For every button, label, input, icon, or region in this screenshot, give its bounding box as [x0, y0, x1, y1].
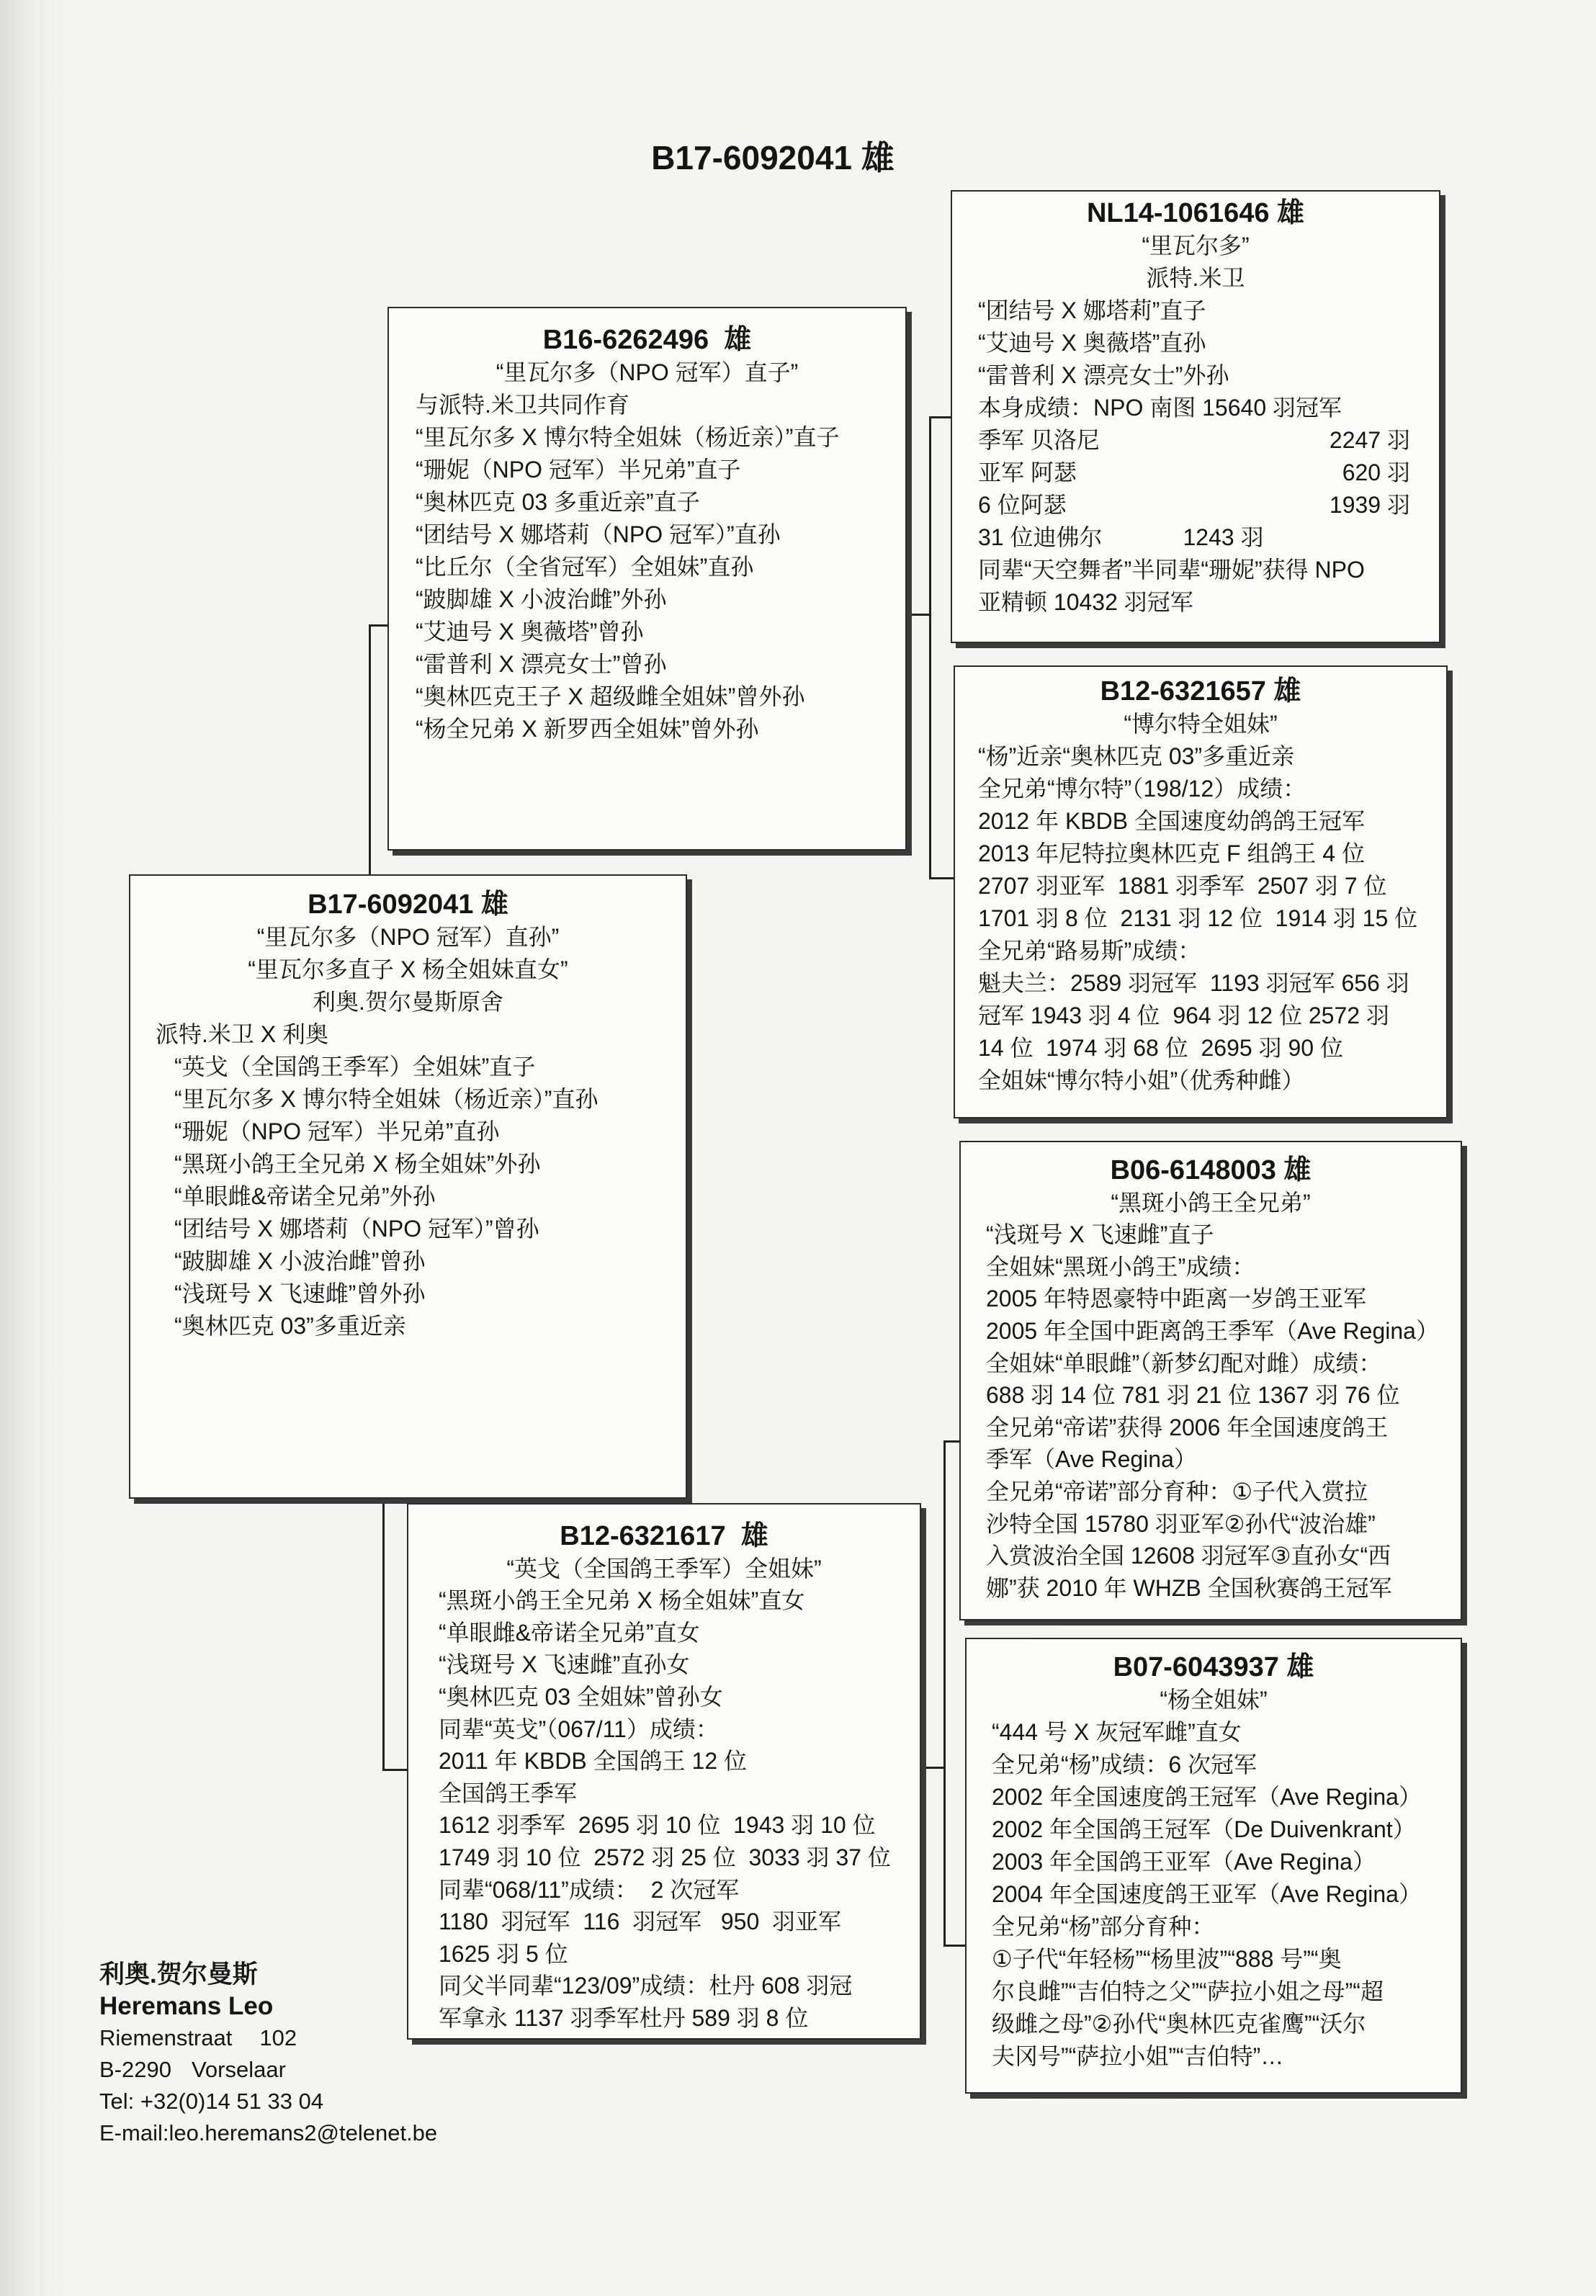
pedigree-line: 沙特全国 15780 羽亚军②孙代“波治雄” [986, 1510, 1376, 1537]
pedigree-line: “奥林匹克 03 全姐妹”曾孙女 [439, 1683, 723, 1710]
pedigree-subtitle: “里瓦尔多（NPO 冠军）直孙” [256, 924, 560, 950]
pedigree-line: 全姐妹“单眼雌”（新梦幻配对雌）成绩： [986, 1350, 1382, 1376]
result-label: 31 位迪佛尔 [978, 524, 1103, 550]
pedigree-subtitle: “黑斑小鸽王全兄弟” [1111, 1189, 1311, 1216]
pedigree-line: 2002 年全国速度鸽王冠军（Ave Regina） [992, 1784, 1422, 1810]
result-value: 620 羽 [1342, 459, 1410, 485]
connector-line [929, 877, 955, 879]
pedigree-line: “跛脚雄 X 小波治雌”曾孙 [174, 1248, 426, 1274]
pedigree-line: “团结号 X 娜塔莉（NPO 冠军）”曾孙 [174, 1216, 539, 1242]
pedigree-line: 1749 羽 10 位 2572 羽 25 位 3033 羽 37 位 [439, 1844, 891, 1870]
pedigree-line: 1625 羽 5 位 [439, 1940, 568, 1967]
pedigree-line: “浅斑号 X 飞速雌”直孙女 [439, 1651, 690, 1678]
pedigree-line: 全兄弟“博尔特”（198/12）成绩： [978, 776, 1306, 802]
pedigree-line: 军拿永 1137 羽季军杜丹 589 羽 8 位 [439, 2004, 809, 2031]
connector-line [907, 614, 931, 616]
pedigree-subtitle: 利奥.贺尔曼斯原舍 [313, 989, 503, 1015]
pedigree-line: “珊妮（NPO 冠军）半兄弟”直孙 [174, 1118, 500, 1144]
pedigree-line: 同辈“天空舞者”半同辈“珊妮”获得 NPO [978, 557, 1365, 583]
pedigree-line: “珊妮（NPO 冠军）半兄弟”直子 [416, 457, 741, 483]
result-row [952, 521, 1439, 554]
pedigree-line: “单眼雌&帝诺全兄弟”直女 [439, 1619, 700, 1646]
result-value: 1939 羽 [1329, 492, 1410, 518]
pedigree-line: 1701 羽 8 位 2131 羽 12 位 1914 羽 15 位 [978, 905, 1418, 931]
connector-line [929, 416, 931, 879]
connector-line [921, 1767, 945, 1769]
pedigree-line: “奥林匹克 03”多重近亲 [174, 1313, 406, 1339]
result-value: 1243 羽 [1183, 524, 1264, 550]
pedigree-line: 娜”获 2010 年 WHZB 全国秋赛鸽王冠军 [986, 1574, 1392, 1601]
connector-line [943, 1440, 961, 1443]
result-label: 亚军 阿瑟 [978, 459, 1077, 485]
pedigree-subtitle: “杨全姐妹” [1160, 1687, 1268, 1713]
ring-number: B06-6148003 雄 [1110, 1155, 1312, 1185]
pedigree-line: 全兄弟“帝诺”获得 2006 年全国速度鸽王 [986, 1414, 1389, 1440]
pedigree-line: 全兄弟“帝诺”部分育种：①子代入赏拉 [986, 1478, 1368, 1504]
pedigree-line: “里瓦尔多 X 博尔特全姐妹（杨近亲）”直孙 [174, 1086, 598, 1112]
pedigree-line: 2003 年全国鸽王亚军（Ave Regina） [992, 1849, 1376, 1875]
ring-number: B07-6043937 雄 [1113, 1652, 1314, 1682]
sire-sire-card [951, 190, 1440, 643]
pedigree-line: 2005 年特恩豪特中距离一岁鸽王亚军 [986, 1286, 1367, 1312]
pedigree-subtitle: “博尔特全姐妹” [1124, 711, 1278, 737]
postcode: B-2290 [99, 2057, 171, 2082]
pedigree-line: 2012 年 KBDB 全国速度幼鸽鸽王冠军 [978, 808, 1366, 834]
dam-card [407, 1503, 921, 2040]
pedigree-line: 同辈“068/11”成绩： 2 次冠军 [439, 1876, 740, 1903]
pedigree-line: 1180 羽冠军 116 羽冠军 950 羽亚军 [439, 1909, 842, 1935]
house-number: 102 [259, 2025, 297, 2050]
pedigree-line: 本身成绩：NPO 南图 15640 羽冠军 [978, 395, 1342, 421]
address-street [99, 2022, 437, 2054]
pedigree-line: 级雌之母”②孙代“奥林匹克雀鹰”“沃尔 [992, 2011, 1366, 2037]
pedigree-line: “跛脚雄 X 小波治雌”外孙 [416, 586, 667, 612]
pedigree-line: 全姐妹“博尔特小姐”（优秀种雌） [978, 1067, 1305, 1093]
pedigree-line: “雷普利 X 漂亮女士”外孙 [978, 362, 1229, 388]
connector-line [369, 624, 371, 876]
breeder-name-chinese: 利奥.贺尔曼斯 [99, 1960, 258, 1988]
address-city [99, 2054, 437, 2086]
ring-number: NL14-1061646 雄 [1086, 198, 1305, 228]
pedigree-line: “艾迪号 X 奥薇塔”曾孙 [416, 619, 644, 645]
dam-sire-card [959, 1141, 1462, 1620]
result-row [952, 457, 1439, 489]
pedigree-line: 季军（Ave Regina） [986, 1446, 1197, 1473]
connector-line [929, 416, 952, 418]
pedigree-line: 同父半同辈“123/09”成绩：杜丹 608 羽冠 [439, 1973, 853, 1999]
pedigree-subtitle: “英戈（全国鸽王季军）全姐妹” [506, 1555, 822, 1582]
pedigree-line: “444 号 X 灰冠军雌”直女 [992, 1719, 1242, 1745]
pedigree-line: 1612 羽季军 2695 羽 10 位 1943 羽 10 位 [439, 1812, 876, 1839]
pedigree-line: 14 位 1974 羽 68 位 2695 羽 90 位 [978, 1035, 1343, 1061]
pedigree-line: “英戈（全国鸽王季军）全姐妹”直子 [174, 1054, 536, 1080]
pedigree-line: 魁夫兰：2589 羽冠军 1193 羽冠军 656 羽 [978, 970, 1409, 996]
pedigree-line: 2005 年全国中距离鸽王季军（Ave Regina） [986, 1317, 1439, 1344]
ring-number: B12-6321657 雄 [1100, 676, 1301, 707]
pedigree-line: “浅斑号 X 飞速雌”直子 [986, 1221, 1214, 1248]
connector-line [382, 1769, 408, 1771]
pedigree-line: 全姐妹“黑斑小鸽王”成绩： [986, 1253, 1255, 1280]
pedigree-line: “浅斑号 X 飞速雌”曾外孙 [174, 1281, 426, 1306]
pedigree-line: 688 羽 14 位 781 羽 21 位 1367 羽 76 位 [986, 1382, 1400, 1409]
result-row [952, 424, 1439, 457]
result-label: 6 位阿瑟 [978, 492, 1067, 518]
telephone: Tel: +32(0)14 51 33 04 [99, 2089, 324, 2114]
pedigree-line: 冠军 1943 羽 4 位 964 羽 12 位 2572 羽 [978, 1003, 1389, 1028]
sire-dam-card [954, 665, 1448, 1118]
pedigree-line: “比丘尔（全省冠军）全姐妹”直孙 [416, 554, 754, 580]
connector-line [382, 1499, 385, 1771]
pedigree-line: 2002 年全国鸽王冠军（De Duivenkrant） [992, 1816, 1416, 1842]
ring-number: B16-6262496 雄 [542, 325, 752, 355]
pedigree-line: 尔良雌”“吉伯特之父”“萨拉小姐之母”“超 [992, 1978, 1384, 2004]
street-name: Riemenstraat [99, 2025, 233, 2050]
dam-dam-card [965, 1638, 1462, 2094]
subject-card [129, 874, 687, 1499]
pedigree-line: ①子代“年轻杨”“杨里波”“888 号”“奥 [992, 1946, 1342, 1972]
ring-number: B12-6321617 雄 [560, 1521, 768, 1551]
pedigree-subtitle: 派特.米卫 [1146, 265, 1245, 291]
pedigree-line: 全兄弟“杨”部分育种： [992, 1914, 1215, 1940]
pedigree-line: “奥林匹克王子 X 超级雌全姐妹”曾外孙 [416, 683, 805, 709]
pedigree-line: 派特.米卫 X 利奥 [156, 1021, 329, 1047]
email: E-mail:leo.heremans2@telenet.be [99, 2120, 438, 2145]
pedigree-line: 亚精顿 10432 羽冠军 [978, 589, 1193, 615]
breeder-contact [99, 1959, 437, 2149]
pedigree-line: “里瓦尔多 X 博尔特全姐妹（杨近亲）”直子 [416, 424, 840, 450]
connector-line [943, 1440, 946, 1947]
pedigree-subtitle: “里瓦尔多直子 X 杨全姐妹直女” [248, 956, 568, 982]
pedigree-line: “奥林匹克 03 多重近亲”直子 [416, 489, 700, 515]
pedigree-line: “杨”近亲“奥林匹克 03”多重近亲 [978, 743, 1295, 769]
pedigree-line: 夫冈号”“萨拉小姐”“吉伯特”… [992, 2043, 1284, 2069]
pedigree-line: “团结号 X 娜塔莉”直子 [978, 297, 1206, 323]
ring-number: B17-6092041 雄 [308, 889, 508, 920]
pedigree-line: 全国鸽王季军 [439, 1780, 578, 1806]
breeder-name: Heremans Leo [99, 1992, 274, 2020]
pedigree-line: “艾迪号 X 奥薇塔”直孙 [978, 330, 1206, 356]
city: Vorselaar [191, 2057, 286, 2082]
pedigree-line: “黑斑小鸽王全兄弟 X 杨全姐妹”直女 [439, 1587, 805, 1614]
pedigree-line: “雷普利 X 漂亮女士”曾孙 [416, 651, 667, 677]
result-row [952, 489, 1439, 521]
pedigree-line: 与派特.米卫共同作育 [416, 392, 629, 418]
pedigree-line: 全兄弟“路易斯”成绩： [978, 938, 1201, 964]
pedigree-line: 全兄弟“杨”成绩：6 次冠军 [992, 1752, 1257, 1777]
pedigree-line: 2707 羽亚军 1881 羽季军 2507 羽 7 位 [978, 873, 1387, 899]
pedigree-line: “团结号 X 娜塔莉（NPO 冠军）”直孙 [416, 521, 781, 547]
pedigree-subtitle: “里瓦尔多” [1142, 233, 1250, 259]
result-value: 2247 羽 [1329, 427, 1410, 453]
page-title: B17-6092041 雄 [651, 139, 895, 176]
pedigree-line: “黑斑小鸽王全兄弟 X 杨全姐妹”外孙 [174, 1151, 541, 1177]
pedigree-line: 2004 年全国速度鸽王亚军（Ave Regina） [992, 1881, 1422, 1907]
pedigree-line: 2011 年 KBDB 全国鸽王 12 位 [439, 1748, 748, 1775]
pedigree-line: 同辈“英戈”（067/11）成绩： [439, 1716, 719, 1742]
sire-card [387, 307, 907, 851]
result-label: 季军 贝洛尼 [978, 427, 1100, 453]
connector-line [943, 1945, 967, 1947]
pedigree-subtitle: “里瓦尔多（NPO 冠军）直子” [496, 359, 799, 385]
pedigree-line: “单眼雌&帝诺全兄弟”外孙 [174, 1183, 436, 1209]
pedigree-line: 2013 年尼特拉奥林匹克 F 组鸽王 4 位 [978, 840, 1365, 866]
pedigree-line: 入赏波治全国 12608 羽冠军③直孙女“西 [986, 1543, 1391, 1569]
pedigree-line: “杨全兄弟 X 新罗西全姐妹”曾外孙 [416, 716, 759, 742]
connector-line [369, 624, 389, 627]
